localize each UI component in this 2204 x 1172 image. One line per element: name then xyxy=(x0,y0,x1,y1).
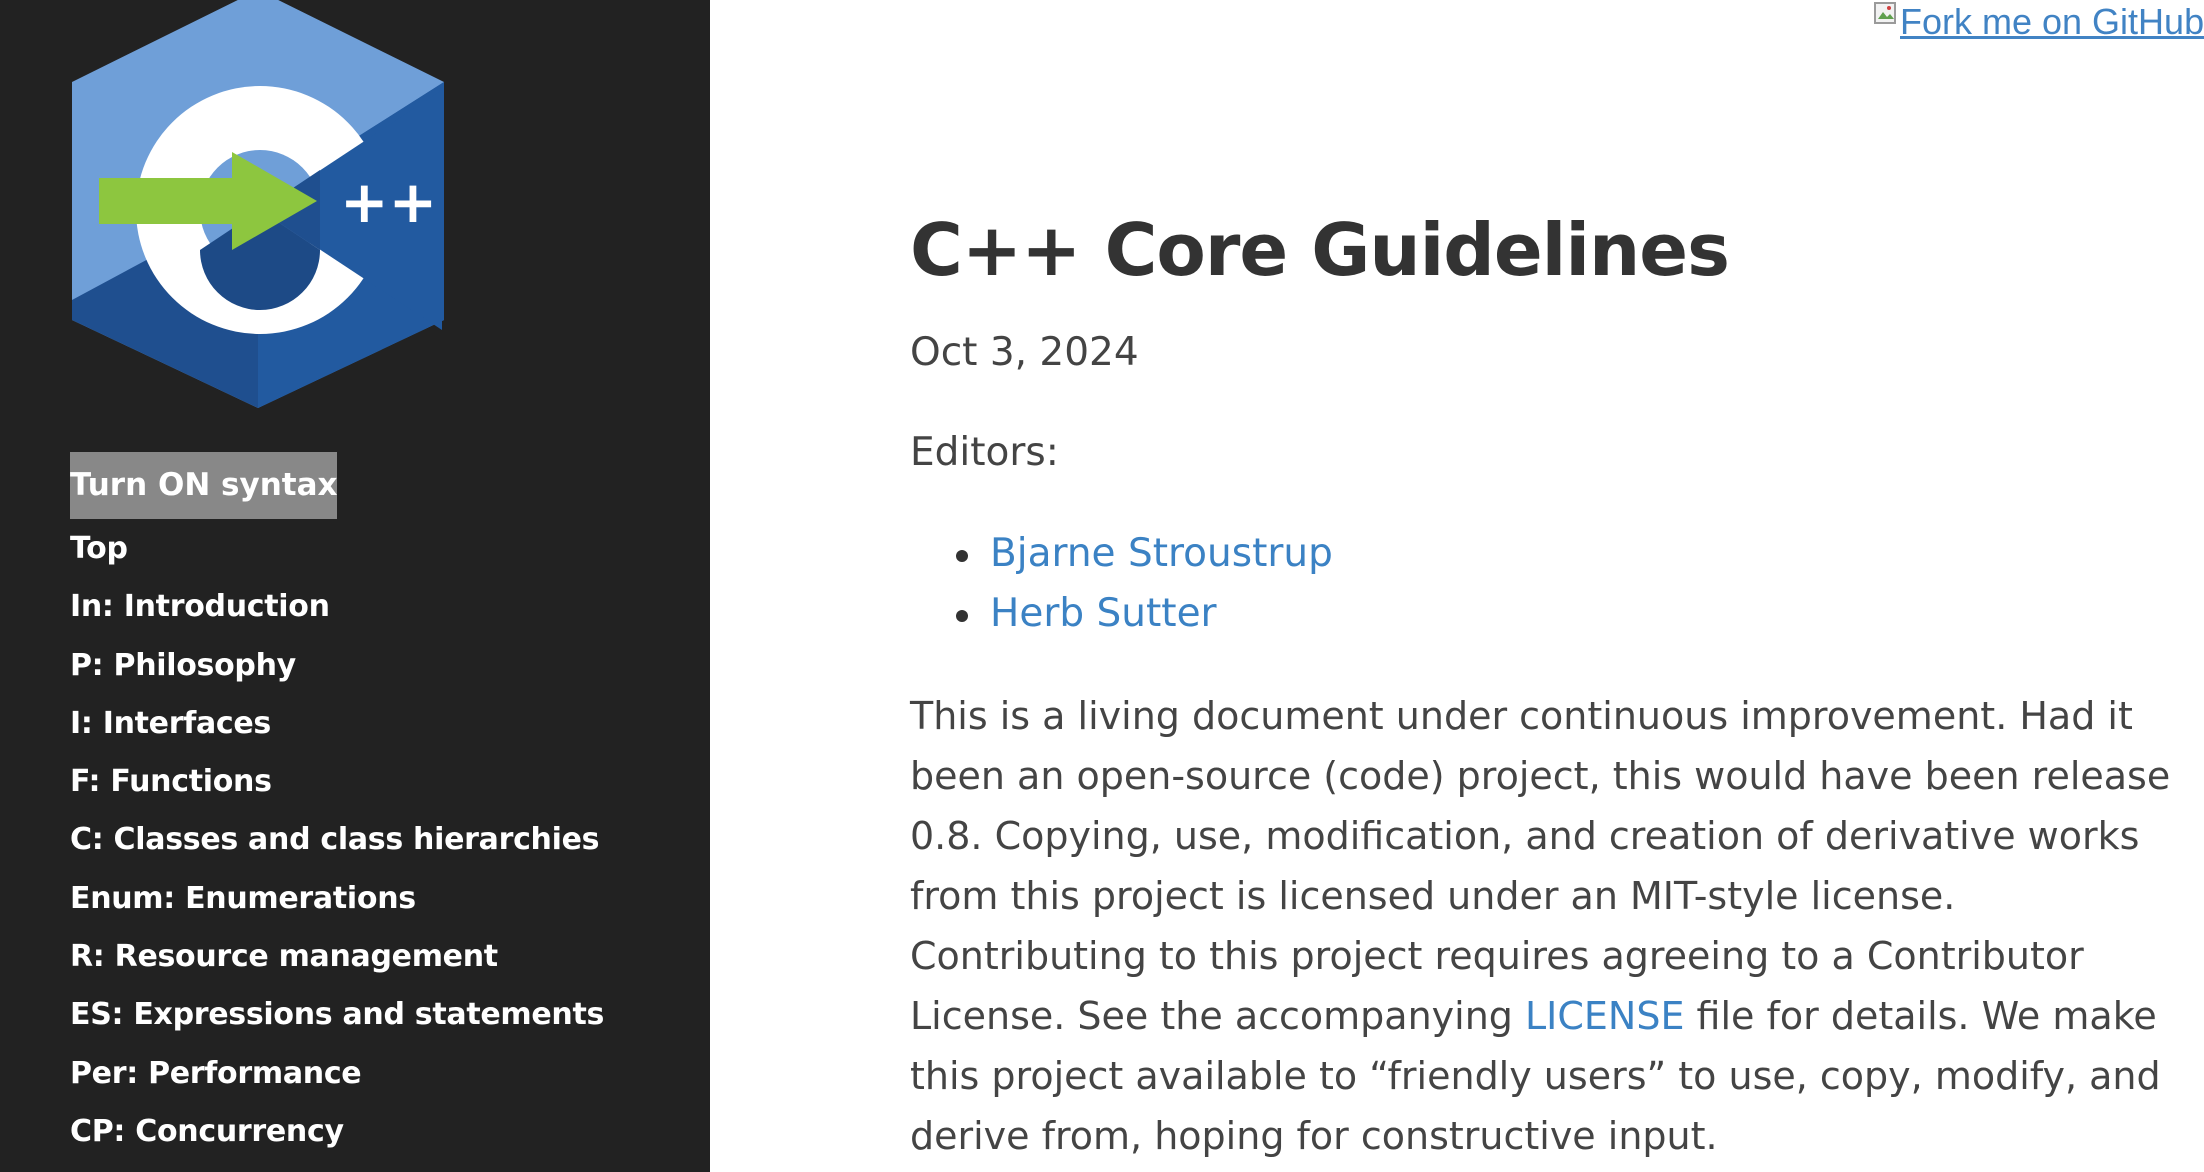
nav-link-performance[interactable]: Per: Performance xyxy=(70,1055,362,1091)
nav-link-interfaces[interactable]: I: Interfaces xyxy=(70,705,271,741)
intro-line: derive from, hoping for constructive input. xyxy=(910,1114,1718,1158)
nav-item xyxy=(70,992,604,1050)
page-title: C++ Core Guidelines xyxy=(910,208,1729,292)
logo-text: ++ xyxy=(340,168,438,236)
nav-link-expressions[interactable]: ES: Expressions and statements xyxy=(70,997,605,1033)
nav-link-resource-management[interactable]: R: Resource management xyxy=(70,939,498,975)
license-link[interactable]: LICENSE xyxy=(1524,994,1685,1038)
broken-image-icon xyxy=(1874,2,1898,26)
intro-line: from this project is licensed under an MIT-style license. xyxy=(910,874,1956,918)
editor-link-stroustrup[interactable]: Bjarne Stroustrup xyxy=(990,531,1333,576)
editors-list xyxy=(910,524,1333,644)
document-date: Oct 3, 2024 xyxy=(910,330,1139,375)
nav-item xyxy=(70,584,604,642)
intro-paragraph xyxy=(910,686,2171,1166)
fork-me-alt-text: Fork me on GitHub xyxy=(1900,1,2204,42)
nav-item xyxy=(70,876,604,934)
sidebar-nav xyxy=(70,526,604,1167)
nav-item xyxy=(70,759,604,817)
nav-item xyxy=(70,1051,604,1109)
intro-line xyxy=(910,986,2157,1046)
editor-link-sutter[interactable]: Herb Sutter xyxy=(990,591,1217,636)
fork-me-ribbon-link[interactable] xyxy=(1874,0,2204,44)
nav-item xyxy=(70,817,604,875)
cpp-logo-icon xyxy=(72,0,444,408)
turn-on-syntax-button[interactable]: Turn ON syntax xyxy=(70,452,337,519)
editors-label: Editors: xyxy=(910,430,1059,475)
nav-link-philosophy[interactable]: P: Philosophy xyxy=(70,647,296,683)
nav-link-introduction[interactable]: In: Introduction xyxy=(70,589,330,625)
nav-link-concurrency[interactable]: CP: Concurrency xyxy=(70,1113,344,1149)
nav-item xyxy=(70,643,604,701)
nav-item xyxy=(70,934,604,992)
nav-item xyxy=(70,526,604,584)
intro-line: been an open-source (code) project, this would have been release xyxy=(910,754,2171,798)
nav-link-classes[interactable]: C: Classes and class hierarchies xyxy=(70,822,600,858)
intro-line: Contributing to this project requires agreeing to a Contributor xyxy=(910,934,2084,978)
intro-text: file for details. We make xyxy=(1684,994,2157,1038)
list-item xyxy=(910,584,1333,644)
list-item xyxy=(910,524,1333,584)
intro-line: 0.8. Copying, use, modification, and creation of derivative works xyxy=(910,814,2140,858)
nav-item xyxy=(70,701,604,759)
sidebar xyxy=(0,0,710,1172)
nav-item xyxy=(70,1109,604,1167)
nav-link-functions[interactable]: F: Functions xyxy=(70,764,272,800)
intro-line: this project available to “friendly users” to use, copy, modify, and xyxy=(910,1054,2161,1098)
intro-line: This is a living document under continuous improvement. Had it xyxy=(910,694,2133,738)
nav-link-top[interactable]: Top xyxy=(70,531,128,566)
intro-text: License. See the accompanying xyxy=(910,994,1525,1038)
nav-link-enumerations[interactable]: Enum: Enumerations xyxy=(70,880,416,916)
